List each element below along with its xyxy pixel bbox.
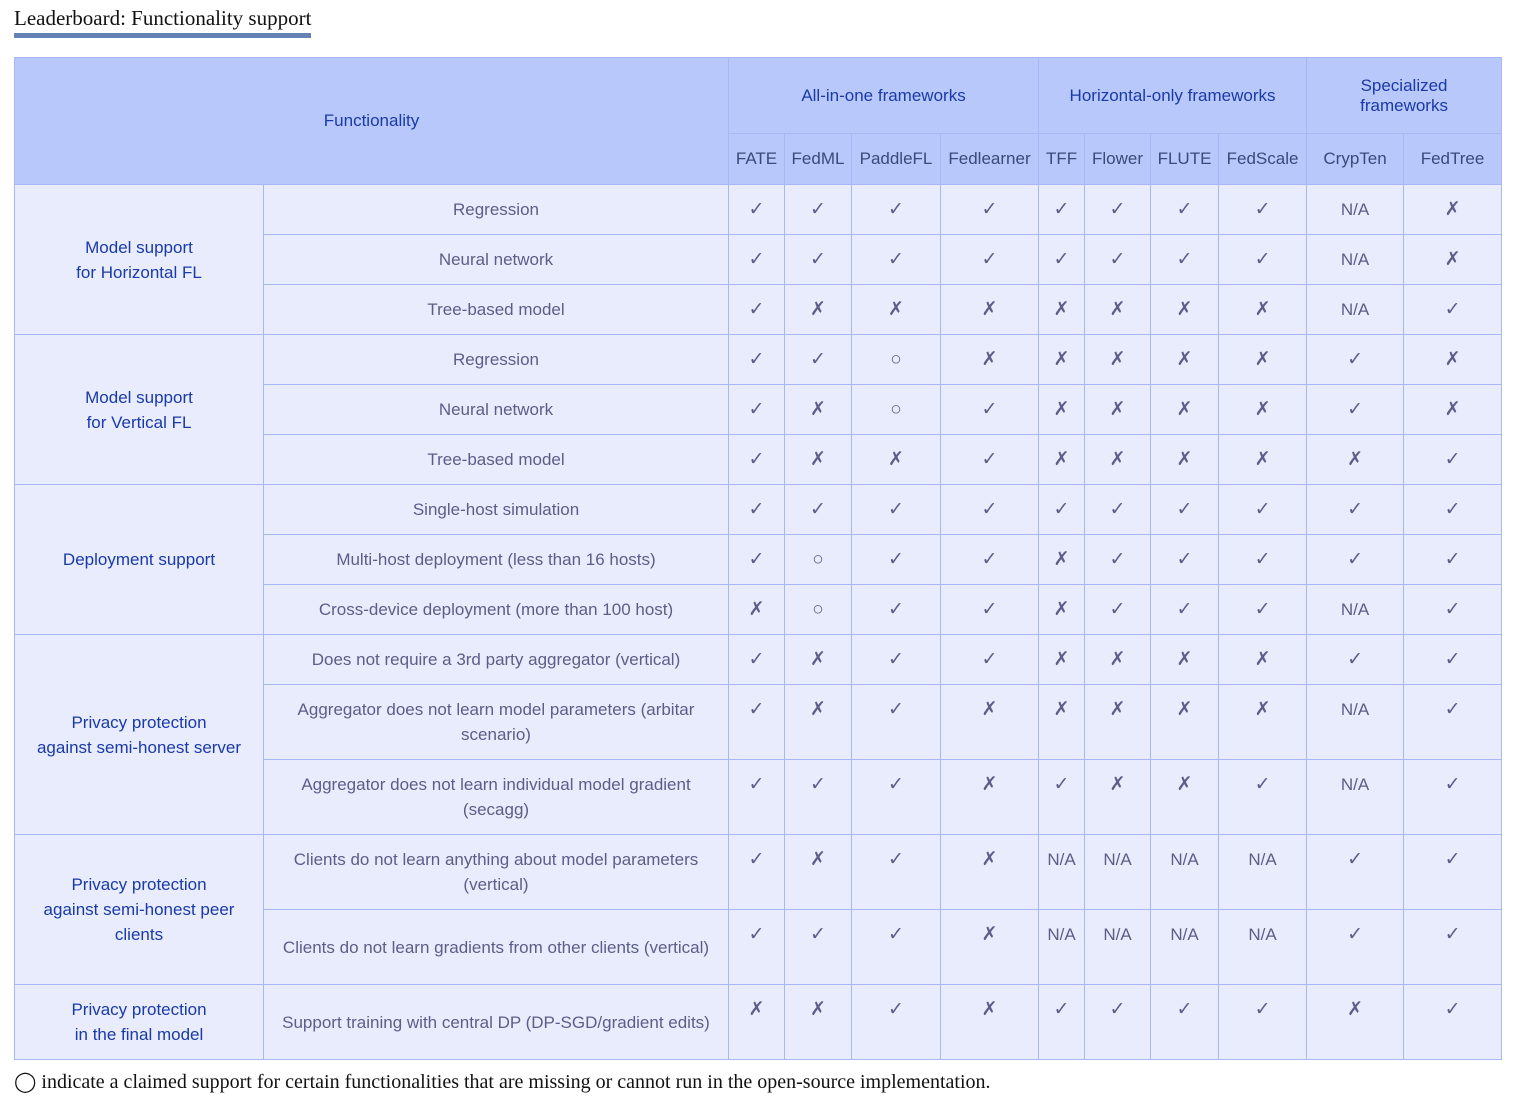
- support-cell: ✗: [1219, 435, 1307, 485]
- framework-group-header: All-in-one frameworks: [729, 58, 1039, 134]
- functionality-cell: Tree-based model: [264, 285, 729, 335]
- support-cell: N/A: [1307, 285, 1404, 335]
- framework-header: PaddleFL: [852, 134, 941, 185]
- support-cell: ✓: [1404, 585, 1502, 635]
- support-cell: ✓: [1307, 485, 1404, 535]
- category-cell: Privacy protection against semi-honest peer clients: [15, 835, 264, 985]
- support-cell: ✗: [729, 585, 785, 635]
- support-cell: ✓: [1039, 185, 1085, 235]
- support-cell: ✗: [1404, 235, 1502, 285]
- support-cell: ✓: [1085, 585, 1151, 635]
- functionality-table: [14, 57, 1502, 1060]
- support-cell: ✓: [1039, 485, 1085, 535]
- functionality-cell: Aggregator does not learn individual model gradient (secagg): [264, 760, 729, 835]
- support-cell: ✓: [1404, 760, 1502, 835]
- support-cell: ✓: [941, 635, 1039, 685]
- support-cell: ✗: [1039, 435, 1085, 485]
- support-cell: ✗: [1039, 635, 1085, 685]
- support-cell: ✗: [1039, 535, 1085, 585]
- support-cell: ✓: [852, 235, 941, 285]
- support-cell: ✗: [1307, 985, 1404, 1060]
- support-cell: ✓: [1151, 585, 1219, 635]
- support-cell: ✓: [1219, 185, 1307, 235]
- support-cell: ✓: [852, 985, 941, 1060]
- page-title: Leaderboard: Functionality support: [14, 6, 311, 38]
- framework-header: TFF: [1039, 134, 1085, 185]
- support-cell: ✓: [729, 910, 785, 985]
- support-cell: ✓: [852, 835, 941, 910]
- support-cell: ✗: [1151, 435, 1219, 485]
- support-cell: ✓: [1219, 985, 1307, 1060]
- support-cell: ✓: [1151, 535, 1219, 585]
- support-cell: ✗: [941, 685, 1039, 760]
- support-cell: ✓: [1039, 985, 1085, 1060]
- functionality-cell: Aggregator does not learn model parameters (arbitar scenario): [264, 685, 729, 760]
- support-cell: ✓: [1307, 385, 1404, 435]
- support-cell: ✗: [785, 835, 852, 910]
- support-cell: ✗: [1404, 185, 1502, 235]
- support-cell: ✓: [1404, 535, 1502, 585]
- support-cell: ✗: [852, 285, 941, 335]
- support-cell: ✗: [1085, 385, 1151, 435]
- support-cell: ✓: [729, 235, 785, 285]
- support-cell: ✓: [1404, 835, 1502, 910]
- support-cell: ✗: [1151, 335, 1219, 385]
- support-cell: ✓: [1404, 985, 1502, 1060]
- functionality-cell: Clients do not learn gradients from other clients (vertical): [264, 910, 729, 985]
- framework-header: Fedlearner: [941, 134, 1039, 185]
- support-cell: ✓: [1404, 435, 1502, 485]
- support-cell: ○: [785, 535, 852, 585]
- support-cell: ✓: [1219, 585, 1307, 635]
- support-cell: ✓: [1307, 835, 1404, 910]
- support-cell: ✓: [1219, 485, 1307, 535]
- functionality-cell: Support training with central DP (DP-SGD/gradient edits): [264, 985, 729, 1060]
- support-cell: ✗: [1039, 585, 1085, 635]
- category-cell: Model support for Horizontal FL: [15, 185, 264, 335]
- support-cell: ✓: [941, 435, 1039, 485]
- support-cell: ✓: [785, 335, 852, 385]
- support-cell: ✗: [1151, 685, 1219, 760]
- functionality-cell: Clients do not learn anything about model parameters (vertical): [264, 835, 729, 910]
- framework-header: Flower: [1085, 134, 1151, 185]
- functionality-cell: Neural network: [264, 385, 729, 435]
- support-cell: ✗: [1039, 285, 1085, 335]
- support-cell: ✓: [1404, 485, 1502, 535]
- support-cell: N/A: [1307, 685, 1404, 760]
- framework-group-header: Specialized frameworks: [1307, 58, 1502, 134]
- support-cell: ✗: [1039, 385, 1085, 435]
- support-cell: ✗: [1404, 335, 1502, 385]
- support-cell: ✓: [852, 585, 941, 635]
- functionality-cell: Tree-based model: [264, 435, 729, 485]
- category-cell: Privacy protection against semi-honest server: [15, 635, 264, 835]
- support-cell: ✓: [729, 760, 785, 835]
- support-cell: ✓: [852, 760, 941, 835]
- support-cell: ✓: [1151, 235, 1219, 285]
- support-cell: N/A: [1307, 585, 1404, 635]
- support-cell: ✓: [785, 185, 852, 235]
- functionality-cell: Does not require a 3rd party aggregator (vertical): [264, 635, 729, 685]
- support-cell: ✗: [852, 435, 941, 485]
- functionality-cell: Regression: [264, 185, 729, 235]
- support-cell: ✗: [1085, 685, 1151, 760]
- support-cell: N/A: [1219, 835, 1307, 910]
- support-cell: ○: [785, 585, 852, 635]
- support-cell: ✗: [1085, 285, 1151, 335]
- support-cell: N/A: [1307, 185, 1404, 235]
- support-cell: ✓: [729, 435, 785, 485]
- functionality-header: Functionality: [15, 58, 729, 185]
- support-cell: ✓: [1219, 760, 1307, 835]
- support-cell: ○: [852, 385, 941, 435]
- support-cell: ✓: [785, 485, 852, 535]
- support-cell: ✓: [1039, 760, 1085, 835]
- support-cell: ✗: [1219, 335, 1307, 385]
- support-cell: ✗: [1151, 285, 1219, 335]
- support-cell: ✓: [729, 335, 785, 385]
- category-cell: Deployment support: [15, 485, 264, 635]
- support-cell: ✓: [729, 635, 785, 685]
- support-cell: ✗: [785, 985, 852, 1060]
- support-cell: ✓: [1085, 535, 1151, 585]
- support-cell: N/A: [1219, 910, 1307, 985]
- support-cell: ✓: [1219, 535, 1307, 585]
- support-cell: ✓: [1404, 685, 1502, 760]
- support-cell: ✗: [941, 760, 1039, 835]
- support-cell: ✓: [729, 835, 785, 910]
- support-cell: ✓: [785, 760, 852, 835]
- table-row: [15, 335, 1502, 385]
- support-cell: ✗: [1039, 685, 1085, 760]
- support-cell: ✓: [852, 485, 941, 535]
- support-cell: ✓: [941, 485, 1039, 535]
- support-cell: N/A: [1039, 835, 1085, 910]
- framework-header: CrypTen: [1307, 134, 1404, 185]
- footnote: ◯ indicate a claimed support for certain functionalities that are missing or cannot run in the open-source implementation.: [14, 1071, 991, 1093]
- support-cell: ✓: [785, 910, 852, 985]
- support-cell: ✓: [1085, 185, 1151, 235]
- support-cell: ✗: [729, 985, 785, 1060]
- support-cell: ✗: [1219, 635, 1307, 685]
- support-cell: ✓: [941, 235, 1039, 285]
- support-cell: ✓: [1307, 335, 1404, 385]
- support-cell: ✓: [1085, 985, 1151, 1060]
- functionality-cell: Multi-host deployment (less than 16 hosts): [264, 535, 729, 585]
- support-cell: ✗: [785, 385, 852, 435]
- support-cell: ✓: [1307, 535, 1404, 585]
- support-cell: ✗: [1219, 385, 1307, 435]
- support-cell: ✓: [1151, 485, 1219, 535]
- framework-header: FedScale: [1219, 134, 1307, 185]
- support-cell: ✗: [1085, 635, 1151, 685]
- support-cell: ✓: [941, 385, 1039, 435]
- support-cell: ✓: [941, 585, 1039, 635]
- support-cell: ✗: [1151, 385, 1219, 435]
- support-cell: N/A: [1039, 910, 1085, 985]
- support-cell: ✓: [852, 685, 941, 760]
- framework-header: FedML: [785, 134, 852, 185]
- support-cell: ✓: [1039, 235, 1085, 285]
- support-cell: ✓: [1404, 635, 1502, 685]
- support-cell: ✗: [1085, 435, 1151, 485]
- support-cell: ✗: [1085, 760, 1151, 835]
- support-cell: ✓: [1307, 910, 1404, 985]
- support-cell: ✓: [1085, 235, 1151, 285]
- support-cell: ✗: [1219, 285, 1307, 335]
- functionality-cell: Neural network: [264, 235, 729, 285]
- support-cell: ✗: [1307, 435, 1404, 485]
- framework-group-header: Horizontal-only frameworks: [1039, 58, 1307, 134]
- framework-header: FedTree: [1404, 134, 1502, 185]
- support-cell: ✗: [785, 285, 852, 335]
- support-cell: N/A: [1085, 835, 1151, 910]
- support-cell: ✗: [941, 335, 1039, 385]
- support-cell: ✓: [1151, 185, 1219, 235]
- support-cell: ✗: [1039, 335, 1085, 385]
- support-cell: ✓: [852, 910, 941, 985]
- functionality-cell: Regression: [264, 335, 729, 385]
- support-cell: ✓: [941, 535, 1039, 585]
- support-cell: ✗: [941, 285, 1039, 335]
- category-cell: Model support for Vertical FL: [15, 335, 264, 485]
- support-cell: ✗: [1404, 385, 1502, 435]
- support-cell: ✓: [852, 185, 941, 235]
- support-cell: ✓: [1151, 985, 1219, 1060]
- support-cell: ✓: [1085, 485, 1151, 535]
- support-cell: N/A: [1151, 910, 1219, 985]
- support-cell: ✓: [729, 185, 785, 235]
- support-cell: ✓: [852, 635, 941, 685]
- framework-header: FATE: [729, 134, 785, 185]
- support-cell: ✓: [1219, 235, 1307, 285]
- support-cell: ✓: [729, 485, 785, 535]
- support-cell: ✗: [1151, 760, 1219, 835]
- table-row: [15, 635, 1502, 685]
- support-cell: ✗: [941, 985, 1039, 1060]
- functionality-cell: Cross-device deployment (more than 100 host): [264, 585, 729, 635]
- table-row: [15, 985, 1502, 1060]
- support-cell: N/A: [1307, 760, 1404, 835]
- support-cell: ✓: [729, 285, 785, 335]
- support-cell: ✗: [785, 435, 852, 485]
- support-cell: ✗: [941, 910, 1039, 985]
- support-cell: N/A: [1085, 910, 1151, 985]
- table-row: [15, 485, 1502, 535]
- support-cell: ✓: [852, 535, 941, 585]
- support-cell: ✓: [729, 685, 785, 760]
- table-row: [15, 835, 1502, 910]
- support-cell: ✓: [729, 385, 785, 435]
- support-cell: ✗: [1151, 635, 1219, 685]
- support-cell: ✗: [1085, 335, 1151, 385]
- support-cell: ○: [852, 335, 941, 385]
- support-cell: ✓: [1404, 910, 1502, 985]
- support-cell: ✗: [941, 835, 1039, 910]
- support-cell: ✓: [729, 535, 785, 585]
- support-cell: N/A: [1307, 235, 1404, 285]
- functionality-cell: Single-host simulation: [264, 485, 729, 535]
- table-row: [15, 185, 1502, 235]
- category-cell: Privacy protection in the final model: [15, 985, 264, 1060]
- support-cell: ✗: [1219, 685, 1307, 760]
- support-cell: ✓: [785, 235, 852, 285]
- support-cell: ✗: [785, 685, 852, 760]
- support-cell: ✓: [1404, 285, 1502, 335]
- support-cell: N/A: [1151, 835, 1219, 910]
- support-cell: ✗: [785, 635, 852, 685]
- framework-header: FLUTE: [1151, 134, 1219, 185]
- support-cell: ✓: [1307, 635, 1404, 685]
- support-cell: ✓: [941, 185, 1039, 235]
